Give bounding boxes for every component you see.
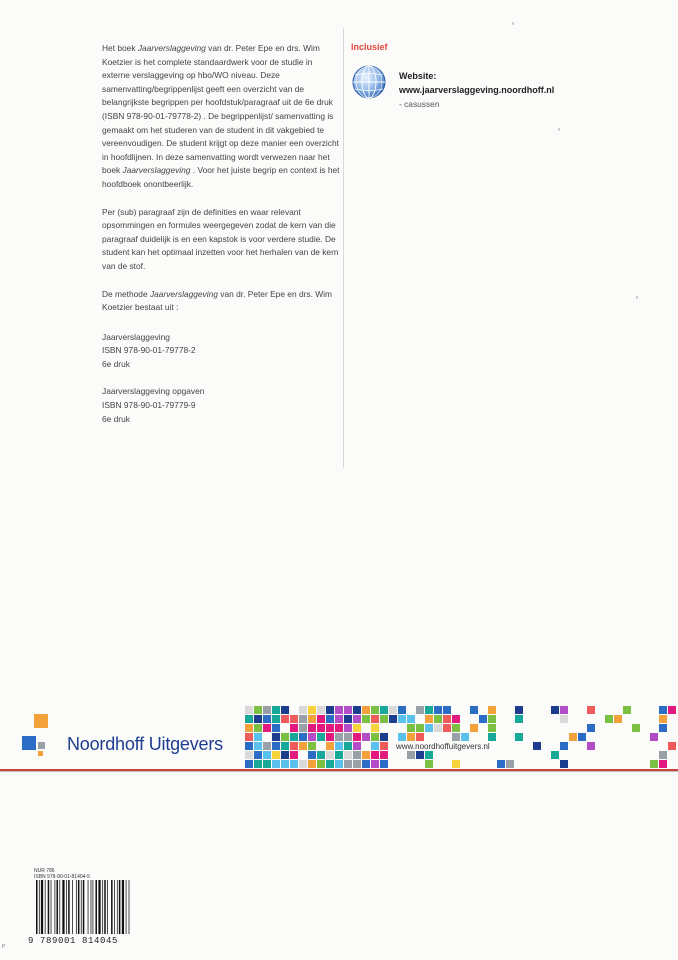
barcode-bar [91, 880, 92, 934]
book-edition: 6e druk [102, 413, 130, 424]
pixel-tile [335, 724, 343, 732]
pixel-tile [362, 715, 370, 723]
barcode-bar [41, 880, 43, 934]
pixel-tile [326, 760, 334, 768]
pixel-tile [353, 733, 361, 741]
pixel-tile [659, 724, 667, 732]
pixel-tile [407, 751, 415, 759]
pixel-tile [623, 706, 631, 714]
brand-name: Noordhoff Uitgevers [67, 734, 223, 754]
pixel-tile [254, 760, 262, 768]
pixel-tile [272, 706, 280, 714]
pixel-tile [254, 706, 262, 714]
pixel-tile [578, 733, 586, 741]
pixel-tile [308, 760, 316, 768]
noordhoff-logo-icon [22, 712, 62, 758]
website-sub: - casussen [399, 99, 440, 109]
pixel-tile [632, 724, 640, 732]
barcode-bar [102, 880, 103, 934]
pixel-tile [263, 742, 271, 750]
barcode-caption [34, 868, 90, 880]
barcode-digits: 9 789001 814045 [28, 936, 119, 946]
barcode-bar [55, 880, 56, 934]
pixel-tile [317, 706, 325, 714]
pixel-tile [668, 742, 676, 750]
pixel-tile [326, 724, 334, 732]
pixel-tile [488, 715, 496, 723]
pixel-tile [443, 724, 451, 732]
pixel-tile [353, 751, 361, 759]
pixel-tile [380, 760, 388, 768]
pixel-tile [659, 706, 667, 714]
barcode-bar [93, 880, 94, 934]
pixel-tile [371, 742, 379, 750]
pixel-tile [245, 706, 253, 714]
footer-rule-shadow [0, 771, 678, 772]
description-paragraph-2: Per (sub) paragraaf zijn de definities en waar relevant opsommingen en formules weergegeven zodat de kern van die paragraaf duidelijk is en een kapstok is voor verdere studie. De student kan het optimaal inzetten voor het herhalen van de kern van de stof. [102, 206, 339, 271]
pixel-tile [560, 715, 568, 723]
pixel-tile [614, 715, 622, 723]
pixel-tile [326, 733, 334, 741]
pixel-tile [416, 751, 424, 759]
barcode-bar [81, 880, 82, 934]
pixel-tile [335, 742, 343, 750]
pixel-tile [488, 733, 496, 741]
pixel-tile [398, 706, 406, 714]
pixel-tile [299, 715, 307, 723]
pixel-tile [659, 760, 667, 768]
pixel-tile [470, 724, 478, 732]
pixel-tile [299, 742, 307, 750]
pixel-tile [452, 760, 460, 768]
barcode-bar [68, 880, 70, 934]
barcode-bar [126, 880, 127, 934]
pixel-tile [299, 706, 307, 714]
pixel-tile [362, 733, 370, 741]
pixel-tile [281, 760, 289, 768]
barcode-bar [98, 880, 100, 934]
pixel-tile [353, 715, 361, 723]
pixel-tile [452, 715, 460, 723]
barcode-bar [88, 880, 89, 934]
pixel-tile [362, 751, 370, 759]
pixel-tile [344, 724, 352, 732]
pixel-tile [398, 733, 406, 741]
barcode-bar [48, 880, 50, 934]
pixel-tile [263, 751, 271, 759]
brand-url[interactable]: www.noordhoffuitgevers.nl [396, 742, 490, 751]
barcode-bar [45, 880, 46, 934]
pixel-tile [335, 751, 343, 759]
pixel-tile [254, 742, 262, 750]
pixel-tile [362, 706, 370, 714]
pixel-tile [380, 751, 388, 759]
pixel-tile [254, 733, 262, 741]
pixel-tile [380, 706, 388, 714]
pixel-tile [245, 724, 253, 732]
pixel-tile [272, 760, 280, 768]
barcode [34, 880, 134, 934]
pixel-tile [416, 733, 424, 741]
barcode-bar [51, 880, 52, 934]
pixel-tile [470, 706, 478, 714]
pixel-tile [416, 724, 424, 732]
pixel-tile [425, 751, 433, 759]
pixel-tile [371, 760, 379, 768]
pixel-tile [263, 724, 271, 732]
pixel-tile [389, 715, 397, 723]
pixel-tile [371, 751, 379, 759]
barcode-isbn: ISBN 978-90-01-81404-5 [34, 874, 90, 880]
pixel-tile [353, 724, 361, 732]
pixel-tile [515, 706, 523, 714]
pixel-tile [272, 751, 280, 759]
book-isbn: ISBN 978-90-01-79779-9 [102, 400, 196, 411]
pixel-tile [317, 751, 325, 759]
pixel-tile [245, 715, 253, 723]
barcode-bar [117, 880, 118, 934]
pixel-tile [434, 706, 442, 714]
pixel-tile [335, 733, 343, 741]
pixel-tile [353, 706, 361, 714]
pixel-tile [506, 760, 514, 768]
pixel-tile [254, 715, 262, 723]
pixel-tile [353, 742, 361, 750]
pixel-tile [263, 760, 271, 768]
pixel-tile [299, 760, 307, 768]
pixel-tile [560, 760, 568, 768]
pixel-tile [344, 751, 352, 759]
speck [636, 296, 638, 299]
pixel-tile [254, 751, 262, 759]
pixel-tile [335, 715, 343, 723]
pixel-tile [587, 706, 595, 714]
barcode-bar [111, 880, 113, 934]
pixel-tile [281, 742, 289, 750]
pixel-tile [650, 733, 658, 741]
pixel-tile [281, 715, 289, 723]
pixel-tile [281, 733, 289, 741]
pixel-tile [344, 742, 352, 750]
pixel-tile [245, 742, 253, 750]
description-paragraph-1: Het boek Jaarverslaggeving van dr. Peter Epe en drs. Wim Koetzier is het complete standaardwerk voor de studie in externe verslaggeving op hbo/WO niveau. Deze samenvatting/begrippenlijst geeft een overzicht van de belangrijkste begrippen per hoofdstuk/paragraaf uit de 6e druk (ISBN 978-90-01-79778-2) . De begrippenlijst/ samenvatting is gemaakt om het studeren van de student in dit vakgebied te vereenvoudigen. De student krijgt op deze manier een overzicht in hoofdlijnen. In deze samenvatting wordt verwezen naar het boek Jaarverslaggeving . Voor het juiste begrip en context is het hoofdboek onontbeerlijk. [102, 43, 340, 189]
website-label: Website: [399, 71, 437, 81]
pixel-tile [254, 724, 262, 732]
barcode-bar [107, 880, 108, 934]
pixel-tile [308, 715, 316, 723]
barcode-bar [104, 880, 106, 934]
pixel-tile [407, 715, 415, 723]
pixel-tile [245, 733, 253, 741]
book-isbn: ISBN 978-90-01-79778-2 [102, 345, 196, 356]
pixel-tile [344, 706, 352, 714]
pixel-tile [308, 742, 316, 750]
pixel-tile [344, 760, 352, 768]
pixel-tile [371, 706, 379, 714]
book-title-italic: Jaarverslaggeving [137, 43, 206, 53]
pixel-tile [425, 724, 433, 732]
pixel-tile [443, 706, 451, 714]
pixel-tile [407, 733, 415, 741]
pixel-tile [380, 715, 388, 723]
barcode-bar [129, 880, 130, 934]
pixel-tile [290, 742, 298, 750]
pixel-tile [326, 742, 334, 750]
pixel-tile [389, 706, 397, 714]
pixel-tile [308, 733, 316, 741]
pixel-tile [452, 724, 460, 732]
pixel-tile [488, 706, 496, 714]
pixel-tile [317, 760, 325, 768]
description-paragraph-3: De methode Jaarverslaggeving van dr. Peter Epe en drs. Wim Koetzier bestaat uit : [102, 288, 332, 313]
barcode-bar [36, 880, 38, 934]
pixel-tile [290, 751, 298, 759]
pixel-tile [434, 724, 442, 732]
pixel-tile [344, 733, 352, 741]
pixel-tile [317, 733, 325, 741]
book-title: Jaarverslaggeving [102, 331, 170, 342]
pixel-tile [569, 733, 577, 741]
barcode-bar [83, 880, 85, 934]
pixel-tile [335, 706, 343, 714]
pixel-tile [371, 724, 379, 732]
pixel-tile [308, 724, 316, 732]
book-edition: 6e druk [102, 358, 130, 369]
pixel-tile [560, 742, 568, 750]
pixel-tile [380, 733, 388, 741]
book-title-italic: Jaarverslaggeving [149, 288, 218, 299]
speck [512, 22, 514, 25]
pixel-tile [272, 733, 280, 741]
pixel-tile [533, 742, 541, 750]
website-url[interactable]: www.jaarverslaggeving.noordhoff.nl [399, 85, 555, 95]
pixel-tile [326, 715, 334, 723]
barcode-bar [119, 880, 121, 934]
pixel-tile [551, 751, 559, 759]
pixel-tile [425, 706, 433, 714]
pixel-tile [281, 706, 289, 714]
barcode-bar [114, 880, 115, 934]
inclusief-heading: Inclusief [351, 42, 388, 52]
pixel-tile [317, 715, 325, 723]
pixel-tile [398, 715, 406, 723]
edge-mark: P [2, 944, 6, 950]
pixel-tile [263, 715, 271, 723]
pixel-tile [452, 733, 460, 741]
pixel-tile [650, 760, 658, 768]
barcode-bar [66, 880, 67, 934]
pixel-tile [560, 706, 568, 714]
pixel-tile [425, 715, 433, 723]
pixel-tile [245, 751, 253, 759]
pixel-tile [290, 724, 298, 732]
pixel-tile [443, 715, 451, 723]
pixel-tile [371, 715, 379, 723]
pixel-tile [605, 715, 613, 723]
pixel-tile [434, 715, 442, 723]
pixel-tile [497, 760, 505, 768]
pixel-tile [659, 715, 667, 723]
pixel-tile [353, 760, 361, 768]
barcode-bar [95, 880, 97, 934]
pixel-tile [272, 724, 280, 732]
barcode-bar [62, 880, 64, 934]
barcode-bar [76, 880, 77, 934]
pixel-tile [668, 706, 676, 714]
pixel-tile [317, 724, 325, 732]
pixel-tile [488, 724, 496, 732]
pixel-tile [290, 715, 298, 723]
pixel-tile [551, 706, 559, 714]
barcode-bar [72, 880, 73, 934]
pixel-tile [587, 742, 595, 750]
pixel-tile [344, 715, 352, 723]
pixel-tile [245, 760, 253, 768]
pixel-tile [416, 706, 424, 714]
pixel-tile [326, 751, 334, 759]
pixel-tile [515, 733, 523, 741]
pixel-tile [380, 742, 388, 750]
pixel-tile [299, 733, 307, 741]
pixel-tile [371, 733, 379, 741]
pixel-tile [299, 724, 307, 732]
pixel-tile [407, 724, 415, 732]
barcode-bar [56, 880, 58, 934]
nur-code: NUR 786 [34, 868, 55, 874]
speck [558, 128, 560, 131]
pixel-tile [425, 760, 433, 768]
pixel-tile [281, 751, 289, 759]
book-title: Jaarverslaggeving opgaven [102, 386, 205, 397]
pixel-tile [308, 751, 316, 759]
barcode-bar [78, 880, 80, 934]
pixel-tile [272, 715, 280, 723]
pixel-tile [461, 733, 469, 741]
barcode-bar [122, 880, 124, 934]
pixel-tile [308, 706, 316, 714]
barcode-bar [39, 880, 40, 934]
pixel-tile [326, 706, 334, 714]
pixel-tile [263, 706, 271, 714]
book-title-italic: Jaarverslaggeving [122, 165, 191, 176]
barcode-bar [59, 880, 60, 934]
pixel-tile [290, 760, 298, 768]
pixel-tile [587, 724, 595, 732]
pixel-tile [290, 733, 298, 741]
pixel-tile [659, 751, 667, 759]
pixel-tile [479, 715, 487, 723]
pixel-tile [515, 715, 523, 723]
pixel-tile [362, 760, 370, 768]
pixel-tile [272, 742, 280, 750]
pixel-tile [335, 760, 343, 768]
